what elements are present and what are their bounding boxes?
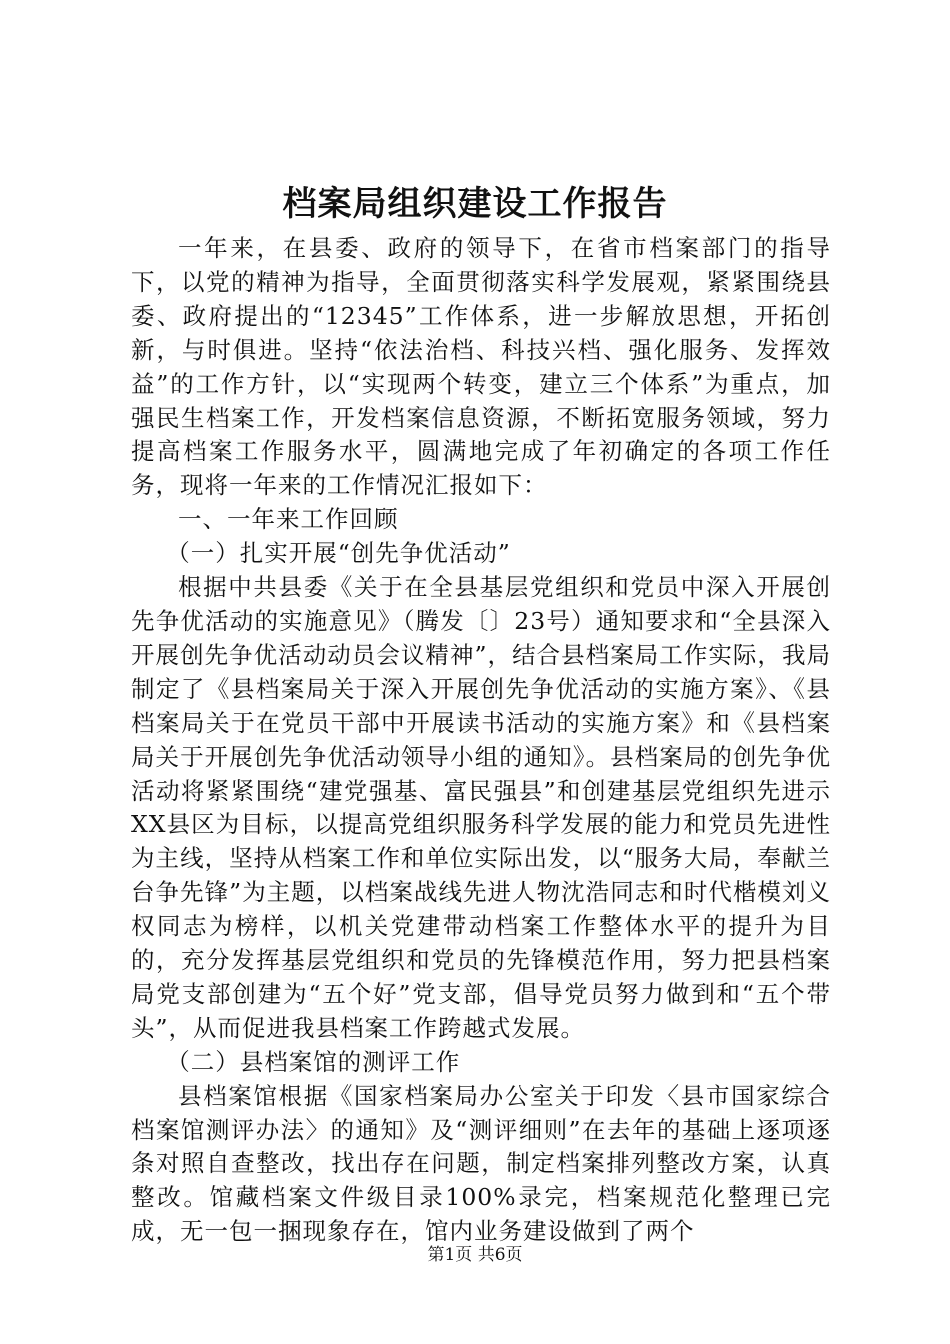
document-body <box>131 232 831 1249</box>
paragraph-intro: 一年来，在县委、政府的领导下，在省市档案部门的指导下，以党的精神为指导，全面贯彻落实科学发展观，紧紧围绕县委、政府提出的“12345”工作体系，进一步解放思想，开拓创新，与时俱进。坚持“依法治档、科技兴档、强化服务、发挥效益”的工作方针，以“实现两个转变，建立三个体系”为重点，加强民生档案工作，开发档案信息资源，不断拓宽服务领域，努力提高档案工作服务水平，圆满地完成了年初确定的各项工作任务，现将一年来的工作情况汇报如下： <box>131 234 831 500</box>
paragraph-activities: 根据中共县委《关于在全县基层党组织和党员中深入开展创先争优活动的实施意见》（腾发〔〕23号）通知要求和“全县深入开展创先争优活动动员会议精神”，结合县档案局工作实际，我局制定了《县档案局关于深入开展创先争优活动的实施方案》、《县档案局关于在党员干部中开展读书活动的实施方案》和《县档案局关于开展创先争优活动领导小组的通知》。县档案局的创先争优活动将紧紧围绕“建党强基、富民强县”和创建基层党组织先进示XX县区为目标，以提高党组织服务科学发展的能力和党员先进性为主线，坚持从档案工作和单位实际出发，以“服务大局，奉献兰台争先锋”为主题，以档案战线先进人物沈浩同志和时代楷模刘义权同志为榜样，以机关党建带动档案工作整体水平的提升为目的，充分发挥基层党组织和党员的先锋模范作用，努力把县档案局党支部创建为“五个好”党支部，倡导党员努力做到和“五个带头”，从而促进我县档案工作跨越式发展。 <box>131 573 831 1042</box>
paragraph-evaluation: 县档案馆根据《国家档案局办公室关于印发〈县市国家综合档案馆测评办法〉的通知》及“测评细则”在去年的基础上逐项逐条对照自查整改，找出存在问题，制定档案排列整改方案，认真整改。馆藏档案文件级目录100%录完，档案规范化整理已完成，无一包一捆现象存在，馆内业务建设做到了两个 <box>131 1081 831 1246</box>
section-heading-review: 一、一年来工作回顾 <box>178 505 399 534</box>
page-number-footer: 第1页 共6页 <box>427 1245 523 1265</box>
subsection-heading-1: （一）扎实开展“创先争优活动” <box>166 539 511 568</box>
subsection-heading-2: （二）县档案馆的测评工作 <box>166 1047 461 1076</box>
document-title: 档案局组织建设工作报告 <box>282 184 668 224</box>
